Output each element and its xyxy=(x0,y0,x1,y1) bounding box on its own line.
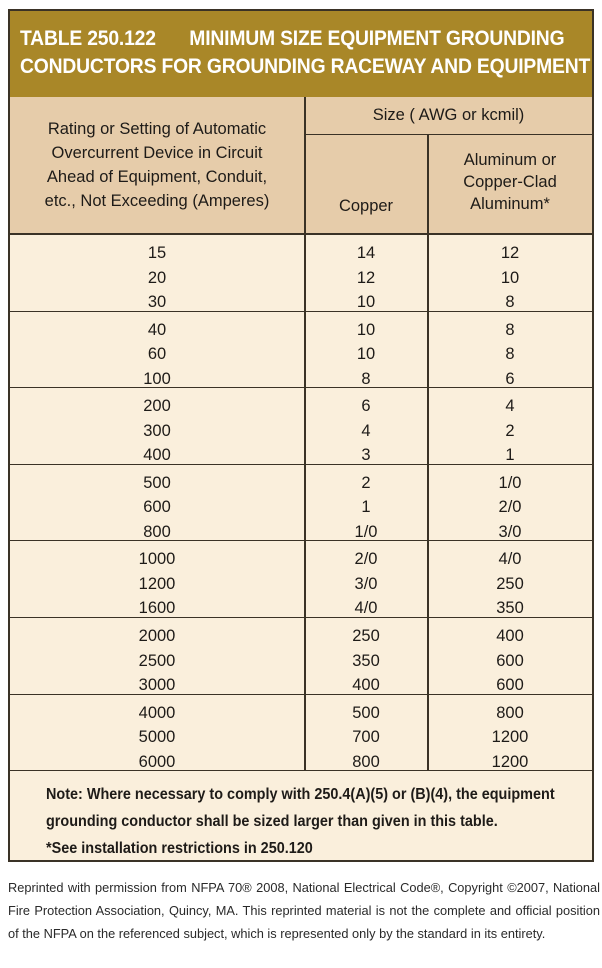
rating-header-line: Overcurrent Device in Circuit xyxy=(51,144,263,162)
rating-cell-value: 200 xyxy=(143,397,171,416)
aluminum-cell xyxy=(428,624,592,698)
aluminum-cell xyxy=(428,394,592,468)
table-row-group xyxy=(10,541,592,618)
table-title-line-1 xyxy=(20,25,565,53)
aluminum-cell-value: 8 xyxy=(505,345,515,364)
column-divider xyxy=(427,618,429,695)
rating-cell xyxy=(10,318,304,392)
table-row-group xyxy=(10,312,592,389)
aluminum-cell-value: 12 xyxy=(500,244,520,262)
aluminum-cell-value: 250 xyxy=(496,574,524,593)
table-title-line-2: CONDUCTORS FOR GROUNDING RACEWAY AND EQUIPMENT xyxy=(20,55,591,78)
table-row-group xyxy=(10,235,592,312)
note-line: *See installation restrictions in 250.120 xyxy=(46,840,313,857)
aluminum-cell xyxy=(428,547,592,621)
copper-cell-value: 10 xyxy=(356,293,376,311)
rating-cell xyxy=(10,624,304,698)
copper-cell-value: 700 xyxy=(352,728,380,747)
aluminum-cell-value: 8 xyxy=(505,320,515,339)
copper-cell xyxy=(305,471,427,545)
rating-cell xyxy=(10,471,304,545)
aluminum-cell-value: 1200 xyxy=(491,728,529,747)
aluminum-header-line: Aluminum* xyxy=(470,195,550,213)
aluminum-cell xyxy=(428,318,592,392)
column-divider xyxy=(427,312,429,389)
table-title-bar xyxy=(10,11,592,97)
aluminum-header-line: Aluminum or xyxy=(463,151,557,169)
rating-cell-value: 100 xyxy=(143,369,171,388)
column-divider xyxy=(304,465,306,542)
rating-cell-value: 1200 xyxy=(138,574,176,593)
aluminum-cell-value: 2 xyxy=(505,421,515,440)
rating-cell-value: 4000 xyxy=(138,703,176,722)
rating-cell-value: 60 xyxy=(147,345,167,364)
aluminum-cell-value: 350 xyxy=(496,599,524,618)
copper-cell xyxy=(305,241,427,315)
aluminum-cell-value: 600 xyxy=(496,676,524,694)
rating-cell-value: 3000 xyxy=(138,676,176,694)
copper-cell-value: 14 xyxy=(356,244,376,262)
table-row-group xyxy=(10,388,592,465)
copper-cell-value: 10 xyxy=(356,320,376,339)
column-divider xyxy=(304,235,306,312)
column-divider xyxy=(427,388,429,465)
rating-column-header xyxy=(10,97,304,233)
copper-cell xyxy=(305,547,427,621)
rating-cell xyxy=(10,547,304,621)
rating-cell-value: 15 xyxy=(147,244,167,262)
copper-cell xyxy=(305,701,427,775)
copper-cell-value: 500 xyxy=(352,703,380,722)
aluminum-cell xyxy=(428,471,592,545)
rating-cell xyxy=(10,701,304,775)
table-title: MINIMUM SIZE EQUIPMENT GROUNDING xyxy=(189,27,565,50)
column-divider xyxy=(304,695,306,772)
aluminum-cell-value: 1 xyxy=(505,446,515,465)
rating-cell xyxy=(10,394,304,468)
reprint-credit: Reprinted with permission from NFPA 70® 2008, National Electrical Code®, Copyright ©2007, National Fire Protection Association, Quincy, MA. This reprinted material is not the complete and official position of the NFPA on the referenced subject, which is represented only by the standard in its entirety. xyxy=(8,880,600,941)
table-header xyxy=(10,97,592,235)
copper-cell-value: 10 xyxy=(356,345,376,364)
table-row-group xyxy=(10,465,592,542)
rating-cell-value: 1600 xyxy=(138,599,176,618)
rating-cell-value: 600 xyxy=(143,498,171,517)
copper-cell-value: 3/0 xyxy=(354,574,378,593)
size-group-header: Size ( AWG or kcmil) xyxy=(305,97,592,135)
rating-cell-value: 2000 xyxy=(138,627,176,645)
rating-cell-value: 6000 xyxy=(138,752,176,771)
copper-cell-value: 8 xyxy=(361,369,371,388)
rating-cell-value: 500 xyxy=(143,473,171,492)
aluminum-header-line: Copper-Clad xyxy=(463,173,557,191)
copper-cell-value: 2/0 xyxy=(354,550,378,569)
rating-cell-value: 300 xyxy=(143,421,171,440)
rating-cell-value: 1000 xyxy=(138,550,176,569)
copper-cell-value: 250 xyxy=(352,627,380,645)
note-line: grounding conductor shall be sized larger than given in this table. xyxy=(46,813,498,830)
copper-cell xyxy=(305,624,427,698)
copper-cell-value: 4/0 xyxy=(354,599,378,618)
copper-cell xyxy=(305,318,427,392)
rating-cell-value: 2500 xyxy=(138,651,176,670)
copper-cell-value: 6 xyxy=(361,397,371,416)
column-divider xyxy=(427,235,429,312)
table-frame xyxy=(8,9,594,862)
aluminum-cell-value: 400 xyxy=(496,627,524,645)
aluminum-cell-value: 3/0 xyxy=(498,522,522,541)
rating-header-line: Ahead of Equipment, Conduit, xyxy=(46,168,268,186)
aluminum-cell-value: 6 xyxy=(505,369,515,388)
aluminum-cell-value: 1200 xyxy=(491,752,529,771)
rating-cell-value: 20 xyxy=(147,268,167,287)
column-divider xyxy=(427,465,429,542)
aluminum-cell-value: 4 xyxy=(505,397,515,416)
rating-cell-value: 40 xyxy=(147,320,167,339)
table-row-group xyxy=(10,618,592,695)
copper-cell-value: 4 xyxy=(361,421,371,440)
column-divider xyxy=(427,541,429,618)
aluminum-cell-value: 800 xyxy=(496,703,524,722)
aluminum-cell xyxy=(428,701,592,775)
column-divider xyxy=(304,618,306,695)
copper-cell-value: 3 xyxy=(361,446,371,465)
note-line: Note: Where necessary to comply with 250.4(A)(5) or (B)(4), the equipment xyxy=(46,786,555,803)
rating-header-line: Rating or Setting of Automatic xyxy=(47,120,267,138)
column-divider xyxy=(304,312,306,389)
table-note xyxy=(10,771,592,860)
aluminum-cell-value: 1/0 xyxy=(498,473,522,492)
aluminum-cell-value: 2/0 xyxy=(498,498,522,517)
copper-cell-value: 800 xyxy=(352,752,380,771)
rating-cell-value: 5000 xyxy=(138,728,176,747)
aluminum-cell-value: 4/0 xyxy=(498,550,522,569)
column-divider xyxy=(304,388,306,465)
copper-column-header: Copper xyxy=(338,197,394,215)
copper-cell-value: 400 xyxy=(352,676,380,694)
copper-cell-value: 1/0 xyxy=(354,522,378,541)
aluminum-cell-value: 10 xyxy=(500,268,520,287)
aluminum-column-header xyxy=(428,149,592,215)
aluminum-cell-value: 600 xyxy=(496,651,524,670)
aluminum-cell xyxy=(428,241,592,315)
rating-cell-value: 800 xyxy=(143,522,171,541)
rating-cell xyxy=(10,241,304,315)
column-divider xyxy=(304,541,306,618)
copper-cell-value: 350 xyxy=(352,651,380,670)
copper-cell-value: 12 xyxy=(356,268,376,287)
table-number: TABLE 250.122 xyxy=(20,27,156,50)
copper-cell xyxy=(305,394,427,468)
rating-cell-value: 30 xyxy=(147,293,167,311)
column-divider xyxy=(427,695,429,772)
copper-cell-value: 1 xyxy=(361,498,371,517)
rating-header-line: etc., Not Exceeding (Amperes) xyxy=(44,192,270,210)
aluminum-cell-value: 8 xyxy=(505,293,515,311)
copper-cell-value: 2 xyxy=(361,473,371,492)
table-row-group xyxy=(10,695,592,772)
rating-cell-value: 400 xyxy=(143,446,171,465)
